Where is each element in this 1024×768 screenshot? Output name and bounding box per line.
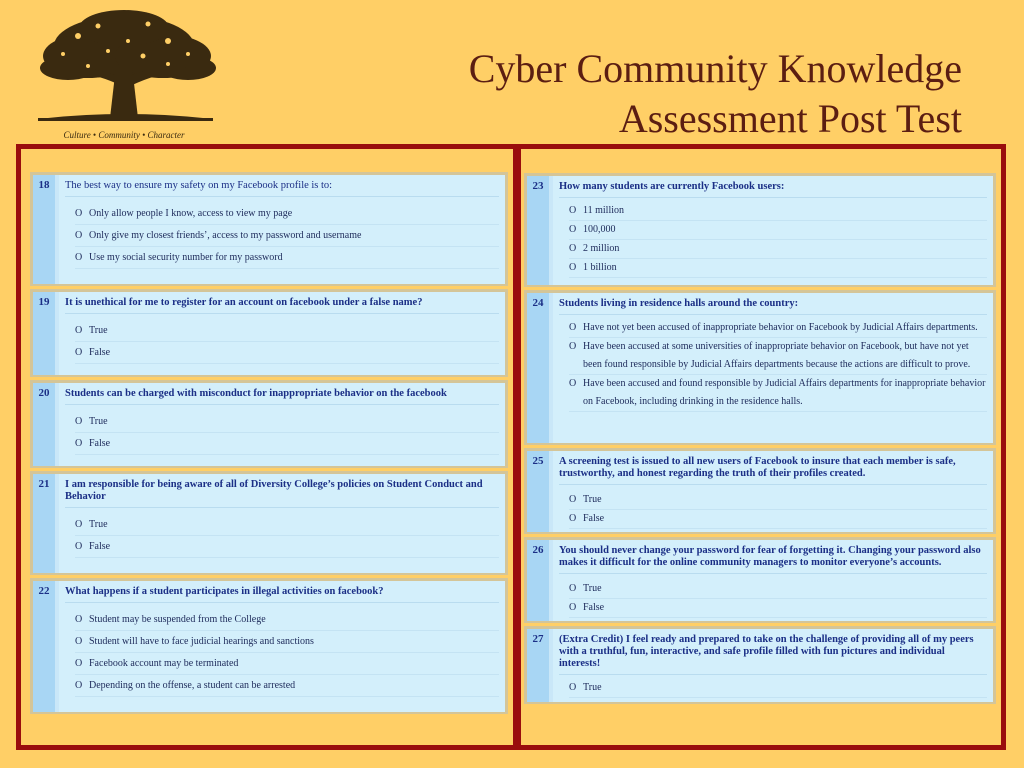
answer-option[interactable]: O False: [75, 342, 499, 364]
question-number: 27: [527, 629, 553, 702]
answer-option[interactable]: O True: [569, 491, 987, 510]
tree-logo: [28, 6, 220, 144]
answer-option[interactable]: O True: [569, 580, 987, 599]
question-text: Students living in residence halls around the country:: [559, 295, 987, 315]
answer-option[interactable]: O 11 million: [569, 202, 987, 221]
question-number: 24: [527, 293, 553, 443]
question-23: [524, 173, 996, 287]
question-18: [30, 172, 508, 286]
answer-option[interactable]: O True: [75, 411, 499, 433]
question-text: What happens if a student participates in illegal activities on facebook?: [65, 583, 499, 603]
answer-option[interactable]: O True: [569, 679, 987, 698]
answer-option[interactable]: O 100,000: [569, 221, 987, 240]
question-text: Students can be charged with misconduct for inappropriate behavior on the facebook: [65, 385, 499, 405]
question-27: [524, 626, 996, 704]
question-text: How many students are currently Facebook users:: [559, 178, 987, 198]
question-number: 22: [33, 581, 59, 712]
answer-option[interactable]: O Have been accused and found responsible by Judicial Affairs departments for inappropriate behavior on Facebook, including drinking in the residence halls.: [569, 375, 987, 412]
answer-option[interactable]: O 2 million: [569, 240, 987, 259]
answer-option[interactable]: O Use my social security number for my password: [75, 247, 499, 269]
question-text: The best way to ensure my safety on my Facebook profile is to:: [65, 177, 499, 197]
question-number: 21: [33, 474, 59, 573]
answer-option[interactable]: O False: [569, 510, 987, 529]
question-number: 26: [527, 540, 553, 621]
answer-option[interactable]: O False: [569, 599, 987, 618]
answer-option[interactable]: O Depending on the offense, a student can be arrested: [75, 675, 499, 697]
question-19: [30, 289, 508, 377]
answer-option[interactable]: O False: [75, 433, 499, 455]
question-25: [524, 448, 996, 534]
question-number: 25: [527, 451, 553, 532]
question-20: [30, 380, 508, 468]
tree-icon: [28, 6, 220, 130]
logo-caption: Culture • Community • Character: [63, 130, 185, 140]
question-text: (Extra Credit) I feel ready and prepared to take on the challenge of providing all of my peers with a truthful, fun, interactive, and safe profile filled with fun pictures and individual interests!: [559, 631, 987, 675]
question-text: I am responsible for being aware of all of Diversity College’s policies on Student Conduct and Behavior: [65, 476, 499, 508]
title-line-1: Cyber Community Knowledge: [468, 46, 962, 91]
question-text: You should never change your password for fear of forgetting it. Changing your password also makes it difficult for the online community managers to monitor everyone’s accounts.: [559, 542, 987, 574]
question-22: [30, 578, 508, 714]
question-number: 19: [33, 292, 59, 375]
answer-option[interactable]: O True: [75, 514, 499, 536]
answer-option[interactable]: O Have not yet been accused of inappropriate behavior on Facebook by Judicial Affairs departments.: [569, 319, 987, 338]
question-26: [524, 537, 996, 623]
question-number: 20: [33, 383, 59, 466]
question-number: 23: [527, 176, 553, 285]
answer-option[interactable]: O True: [75, 320, 499, 342]
answer-option[interactable]: O 1 billion: [569, 259, 987, 278]
answer-option[interactable]: O Facebook account may be terminated: [75, 653, 499, 675]
answer-option[interactable]: O Student may be suspended from the College: [75, 609, 499, 631]
question-24: [524, 290, 996, 445]
question-number: 18: [33, 175, 59, 284]
question-21: [30, 471, 508, 575]
answer-option[interactable]: O Student will have to face judicial hearings and sanctions: [75, 631, 499, 653]
answer-option[interactable]: O Have been accused at some universities of inappropriate behavior on Facebook, but have not yet been found responsible by Judicial Affairs departments because the actions are difficult to prove.: [569, 338, 987, 375]
question-text: It is unethical for me to register for an account on facebook under a false name?: [65, 294, 499, 314]
frame-divider: [513, 144, 521, 750]
answer-option[interactable]: O Only give my closest friends’, access to my password and username: [75, 225, 499, 247]
left-question-column: [30, 172, 508, 717]
answer-option[interactable]: O False: [75, 536, 499, 558]
answer-option[interactable]: O Only allow people I know, access to view my page: [75, 203, 499, 225]
title-line-2: Assessment Post Test: [618, 96, 962, 141]
right-question-column: [524, 173, 996, 707]
page-title: [469, 44, 962, 144]
question-text: A screening test is issued to all new users of Facebook to insure that each member is safe, trustworthy, and honest regarding the truth of their profiles created.: [559, 453, 987, 485]
